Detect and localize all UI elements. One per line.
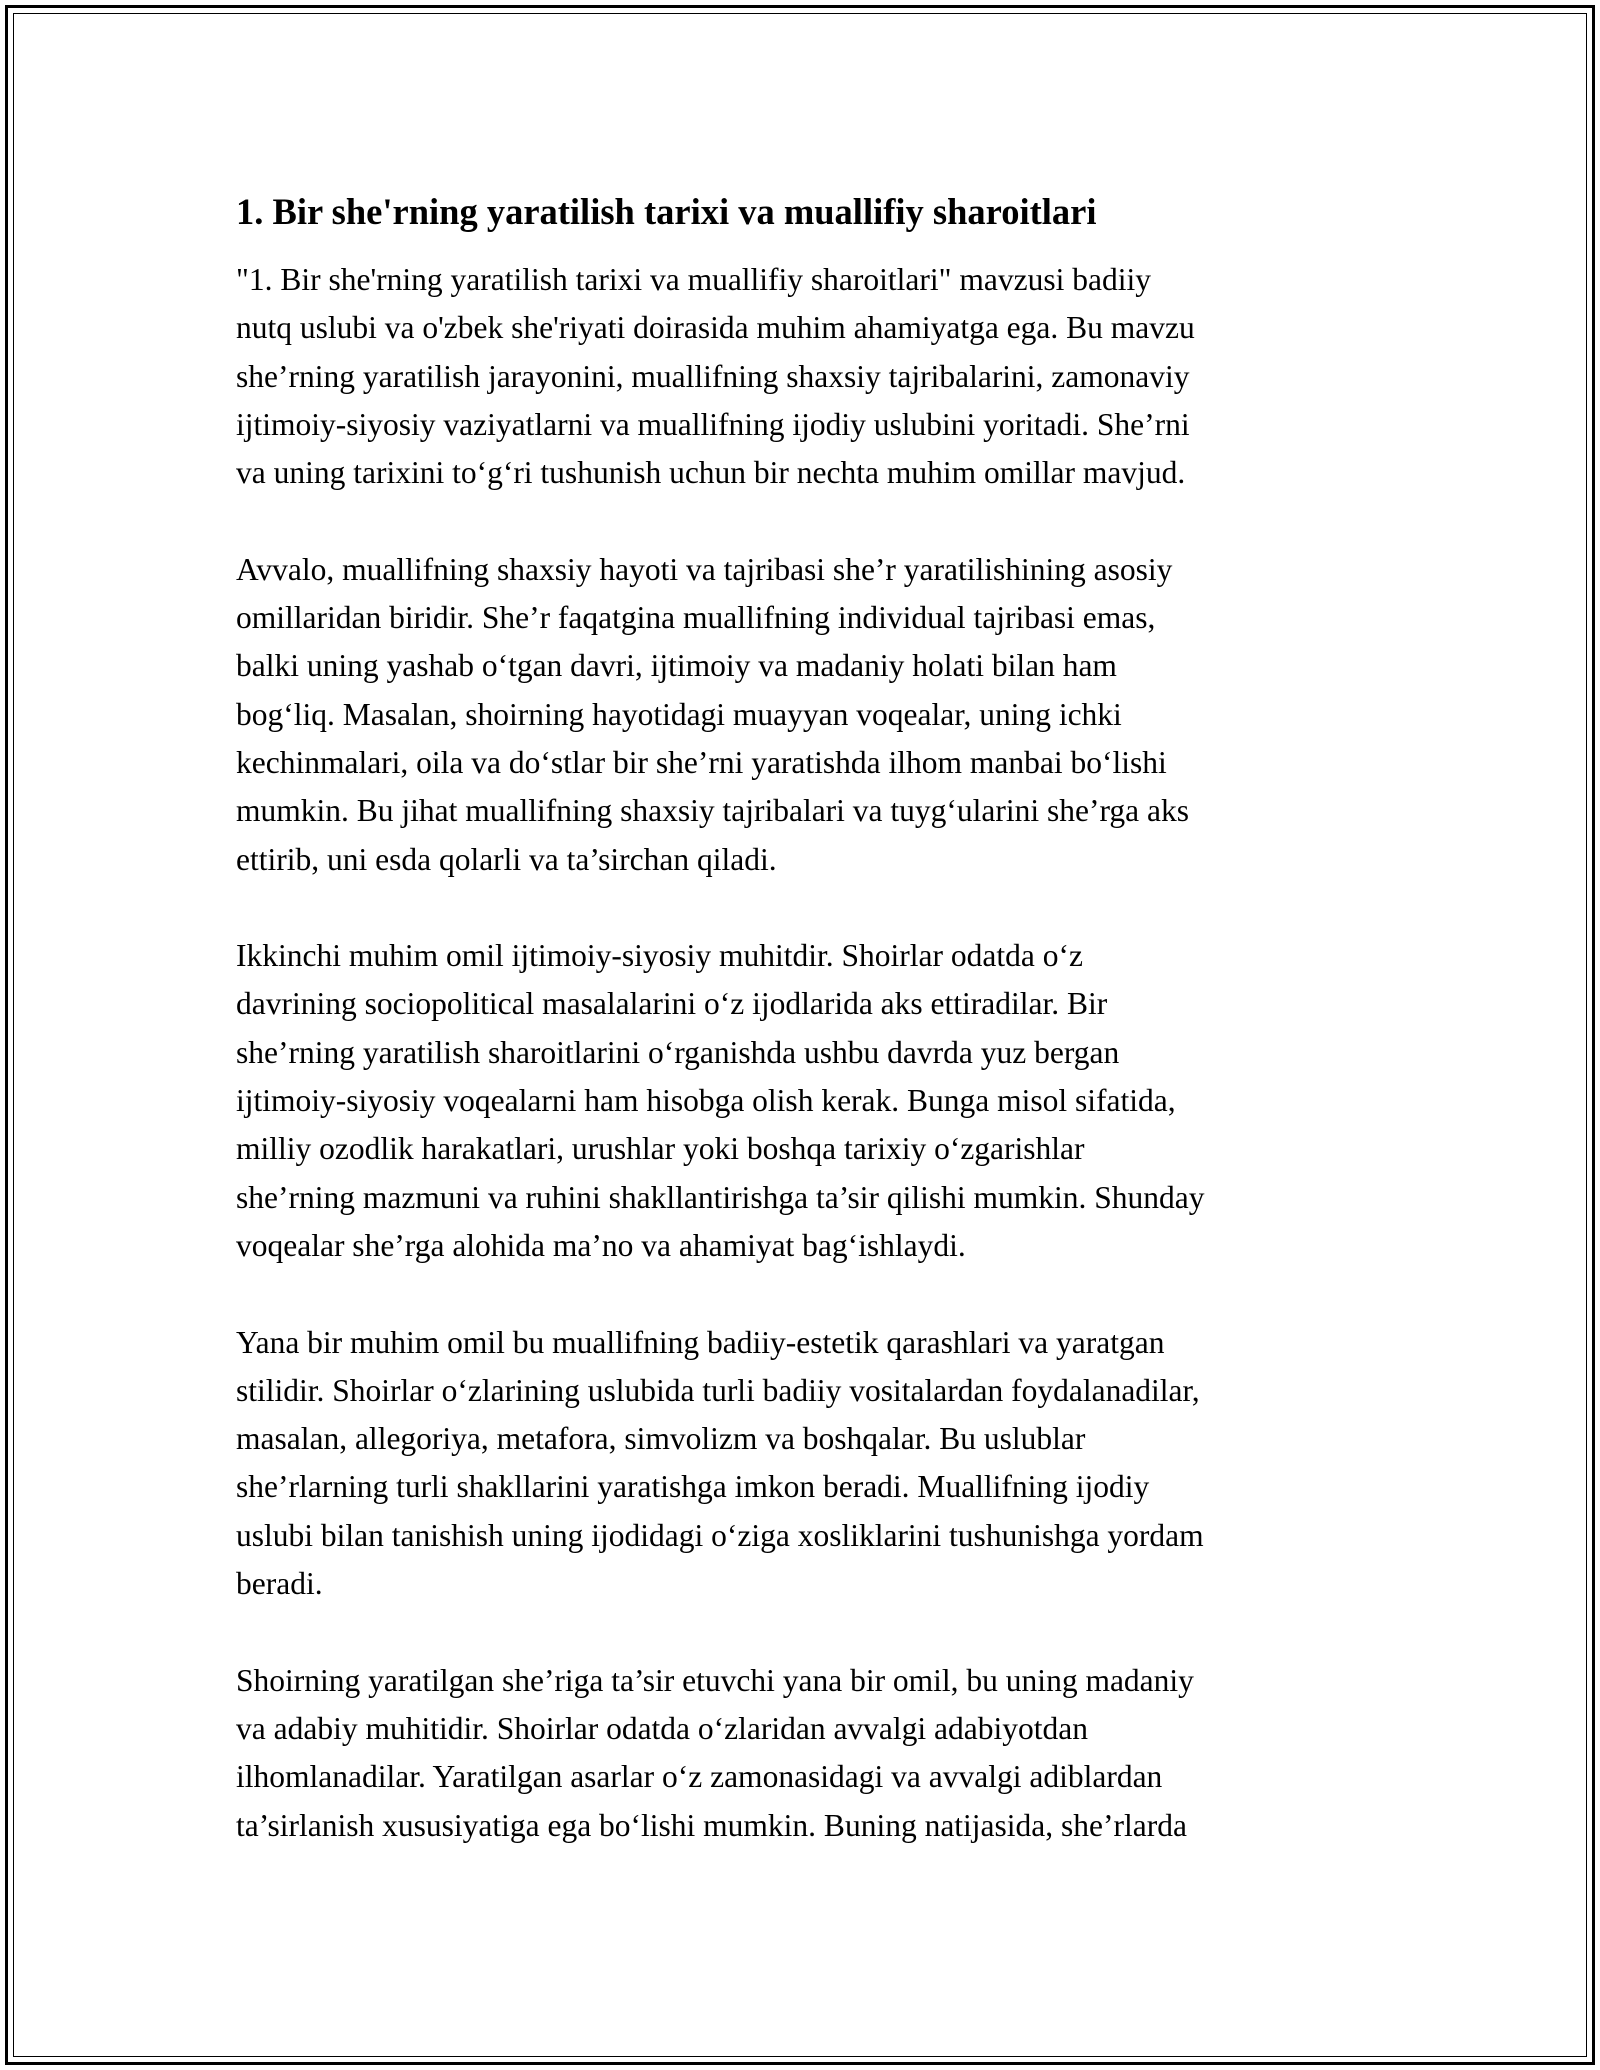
paragraph-4 — [236, 1319, 1376, 1609]
text-line: "1. Bir she'rning yaratilish tarixi va muallifiy sharoitlari" mavzusi badiiy — [236, 262, 1151, 297]
text-line: ijtimoiy-siyosiy vaziyatlarni va muallifning ijodiy uslubini yoritadi. She’rni — [236, 406, 1190, 442]
text-line: she’rning yaratilish jarayonini, muallifning shaxsiy tajribalarini, zamonaviy — [236, 358, 1190, 394]
text-line: balki uning yashab o‘tgan davri, ijtimoiy va madaniy holati bilan ham — [236, 648, 1117, 684]
text-line: masalan, allegoriya, metafora, simvolizm va boshqalar. Bu uslublar — [236, 1421, 1086, 1457]
text-line: beradi. — [236, 1566, 323, 1602]
text-line: ta’sirlanish xususiyatiga ega bo‘lishi mumkin. Buning natijasida, she’rlarda — [236, 1807, 1187, 1843]
text-line: she’rning yaratilish sharoitlarini o‘rganishda ushbu davrda yuz bergan — [236, 1034, 1120, 1070]
text-line: va uning tarixini to‘g‘ri tushunish uchun bir nechta muhim omillar mavjud. — [236, 455, 1186, 491]
paragraph-3 — [236, 932, 1376, 1270]
text-line: Yana bir muhim omil bu muallifning badiiy-estetik qarashlari va yaratgan — [236, 1324, 1165, 1360]
text-line: she’rning mazmuni va ruhini shakllantirishga ta’sir qilishi mumkin. Shunday — [236, 1179, 1205, 1215]
text-line: nutq uslubi va o'zbek she'riyati doirasida muhim ahamiyatga ega. Bu mavzu — [236, 310, 1195, 346]
paragraph-2 — [236, 546, 1376, 884]
text-line: Shoirning yaratilgan she’riga ta’sir etuvchi yana bir omil, bu uning madaniy — [236, 1662, 1194, 1698]
text-line: she’rlarning turli shakllarini yaratishga imkon beradi. Muallifning ijodiy — [236, 1469, 1150, 1505]
text-line: uslubi bilan tanishish uning ijodidagi o‘ziga xosliklarini tushunishga yordam — [236, 1517, 1204, 1553]
section-heading: 1. Bir she'rning yaratilish tarixi va muallifiy sharoitlari — [236, 191, 1097, 232]
text-line: milliy ozodlik harakatlari, urushlar yoki boshqa tarixiy o‘zgarishlar — [236, 1131, 1085, 1167]
paragraph-1 — [236, 256, 1376, 497]
document-body — [236, 186, 1376, 1898]
text-line: bog‘liq. Masalan, shoirning hayotidagi muayyan voqealar, uning ichki — [236, 696, 1122, 732]
text-line: ijtimoiy-siyosiy voqealarni ham hisobga olish kerak. Bunga misol sifatida, — [236, 1083, 1176, 1119]
text-line: ettirib, uni esda qolarli va ta’sirchan qiladi. — [236, 841, 777, 877]
text-line: Ikkinchi muhim omil ijtimoiy-siyosiy muhitdir. Shoirlar odatda o‘z — [236, 938, 1083, 974]
text-line: omillaridan biridir. She’r faqatgina muallifning individual tajribasi emas, — [236, 600, 1156, 636]
text-line: ilhomlanadilar. Yaratilgan asarlar o‘z zamonasidagi va avvalgi adiblardan — [236, 1759, 1163, 1795]
text-line: mumkin. Bu jihat muallifning shaxsiy tajribalari va tuyg‘ularini she’rga aks — [236, 793, 1189, 829]
text-line: kechinmalari, oila va do‘stlar bir she’rni yaratishda ilhom manbai bo‘lishi — [236, 744, 1167, 780]
text-line: stilidir. Shoirlar o‘zlarining uslubida turli badiiy vositalardan foydalanadilar, — [236, 1372, 1200, 1408]
text-line: davrining sociopolitical masalalarini o‘z ijodlarida aks ettiradilar. Bir — [236, 986, 1108, 1022]
text-line: voqealar she’rga alohida ma’no va ahamiyat bag‘ishlaydi. — [236, 1227, 966, 1263]
text-line: va adabiy muhitidir. Shoirlar odatda o‘zlaridan avvalgi adabiyotdan — [236, 1710, 1088, 1746]
paragraph-5 — [236, 1657, 1376, 1850]
text-line: Avvalo, muallifning shaxsiy hayoti va tajribasi she’r yaratilishining asosiy — [236, 551, 1173, 587]
